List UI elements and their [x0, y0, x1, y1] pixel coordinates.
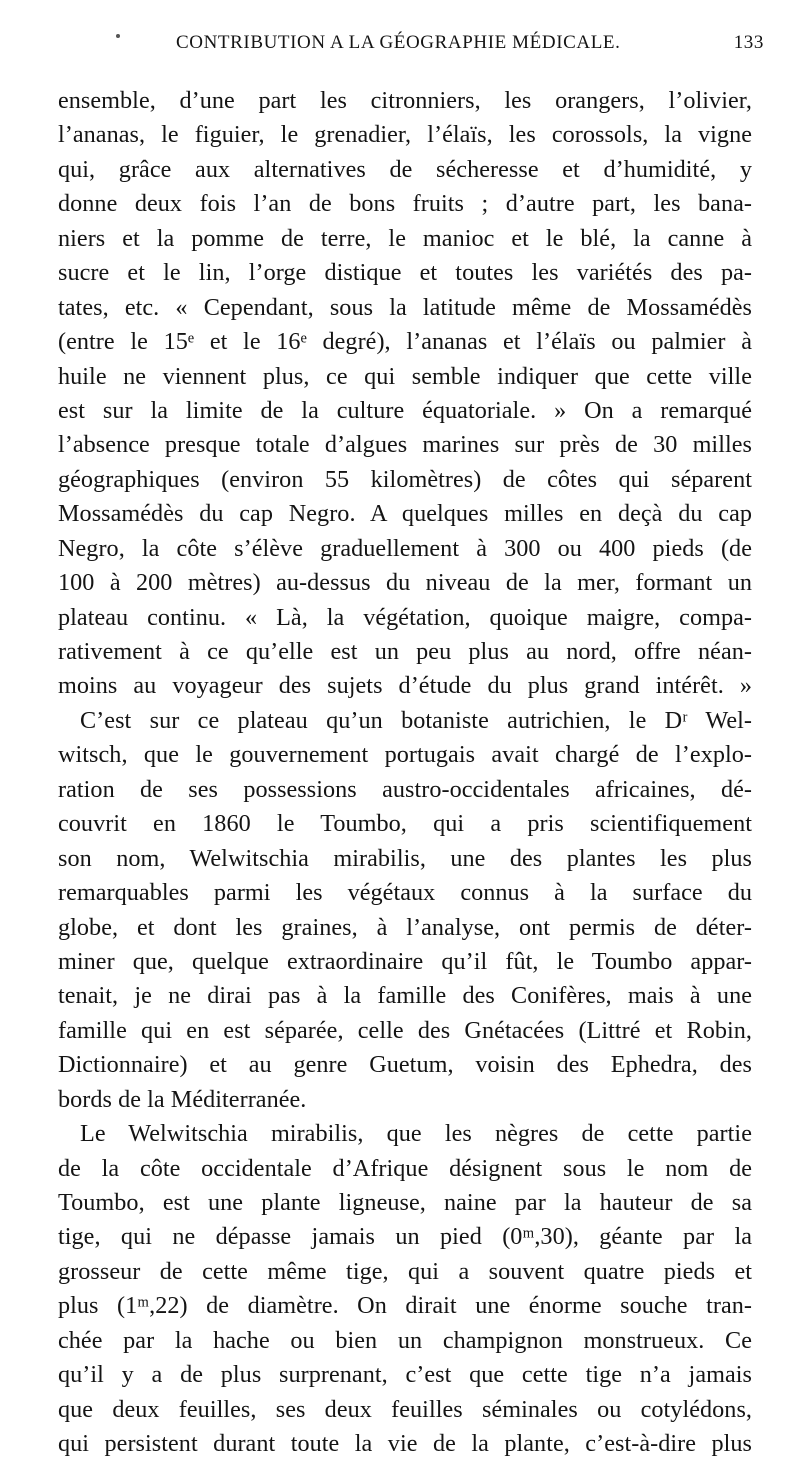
- text-line: est sur la limite de la culture équatoriale. » On a remarqué: [58, 396, 752, 424]
- text-line: chée par la hache ou bien un champignon monstrueux. Ce: [58, 1326, 752, 1354]
- text-line: grosseur de cette même tige, qui a souvent quatre pieds et: [58, 1257, 752, 1285]
- printer-mark: [116, 34, 120, 38]
- text-line: witsch, que le gouvernement portugais avait chargé de l’explo-: [58, 741, 752, 769]
- text-line: huile ne viennent plus, ce qui semble indiquer que cette ville: [58, 362, 752, 390]
- text-line: niers et la pomme de terre, le manioc et le blé, la canne à: [58, 224, 752, 252]
- page-number: 133: [733, 32, 764, 53]
- text-line: tenait, je ne dirai pas à la famille des Conifères, mais à une: [58, 982, 752, 1010]
- text-line: Negro, la côte s’élève graduellement à 300 ou 400 pieds (de: [58, 534, 752, 562]
- text-line: ration de ses possessions austro-occidentales africaines, dé-: [58, 775, 752, 803]
- text-line: qui, grâce aux alternatives de sécheresse et d’humidité, y: [58, 155, 752, 183]
- text-line: miner que, quelque extraordinaire qu’il fût, le Toumbo appar-: [58, 947, 752, 975]
- text-line: plateau continu. « Là, la végétation, quoique maigre, compa-: [58, 603, 752, 631]
- text-line: globe, et dont les graines, à l’analyse, ont permis de déter-: [58, 913, 752, 941]
- text-line: Mossamédès du cap Negro. A quelques milles en deçà du cap: [58, 500, 752, 528]
- text-line: l’ananas, le figuier, le grenadier, l’élaïs, les corossols, la vigne: [58, 121, 752, 149]
- text-line: remarquables parmi les végétaux connus à la surface du: [58, 879, 752, 907]
- text-line: rativement à ce qu’elle est un peu plus au nord, offre néan-: [58, 638, 752, 665]
- text-line: Le Welwitschia mirabilis, que les nègres de cette partie: [80, 1120, 752, 1148]
- text-line: son nom, Welwitschia mirabilis, une des plantes les plus: [58, 844, 752, 872]
- text-line: de la côte occidentale d’Afrique désignent sous le nom de: [58, 1154, 752, 1182]
- text-line: C’est sur ce plateau qu’un botaniste autrichien, le Dʳ Wel-: [80, 706, 752, 734]
- text-line: Dictionnaire) et au genre Guetum, voisin des Ephedra, des: [58, 1051, 752, 1079]
- running-head-title: CONTRIBUTION A LA GÉOGRAPHIE MÉDICALE.: [176, 32, 621, 53]
- text-line: (entre le 15ᵉ et le 16ᵉ degré), l’ananas et l’élaïs ou palmier à: [58, 328, 752, 356]
- body-text: [58, 84, 752, 1462]
- text-line: ensemble, d’une part les citronniers, les orangers, l’olivier,: [58, 87, 752, 114]
- text-line: plus (1ᵐ,22) de diamètre. On dirait une énorme souche tran-: [58, 1292, 752, 1320]
- text-line: Toumbo, est une plante ligneuse, naine par la hauteur de sa: [58, 1189, 752, 1216]
- text-line: qu’il y a de plus surprenant, c’est que cette tige n’a jamais: [58, 1361, 752, 1389]
- text-line: qui persistent durant toute la vie de la plante, c’est-à-dire plus: [58, 1430, 752, 1458]
- text-line: couvrit en 1860 le Toumbo, qui a pris scientifiquement: [58, 810, 752, 838]
- text-line: sucre et le lin, l’orge distique et toutes les variétés des pa-: [58, 259, 752, 287]
- text-line: moins au voyageur des sujets d’étude du plus grand intérêt. »: [58, 672, 752, 700]
- text-line: l’absence presque totale d’algues marines sur près de 30 milles: [58, 431, 752, 459]
- text-line: tates, etc. « Cependant, sous la latitude même de Mossamédès: [58, 293, 752, 321]
- text-line: géographiques (environ 55 kilomètres) de côtes qui séparent: [58, 465, 752, 493]
- text-line: famille qui en est séparée, celle des Gnétacées (Littré et Robin,: [58, 1016, 752, 1044]
- text-line: tige, qui ne dépasse jamais un pied (0ᵐ,30), géante par la: [58, 1223, 752, 1251]
- text-line: que deux feuilles, ses deux feuilles séminales ou cotylédons,: [58, 1395, 752, 1423]
- text-line: bords de la Méditerranée.: [58, 1085, 307, 1113]
- running-head: [176, 32, 764, 58]
- text-line: donne deux fois l’an de bons fruits ; d’autre part, les bana-: [58, 190, 752, 218]
- text-line: 100 à 200 mètres) au-dessus du niveau de la mer, formant un: [58, 569, 752, 597]
